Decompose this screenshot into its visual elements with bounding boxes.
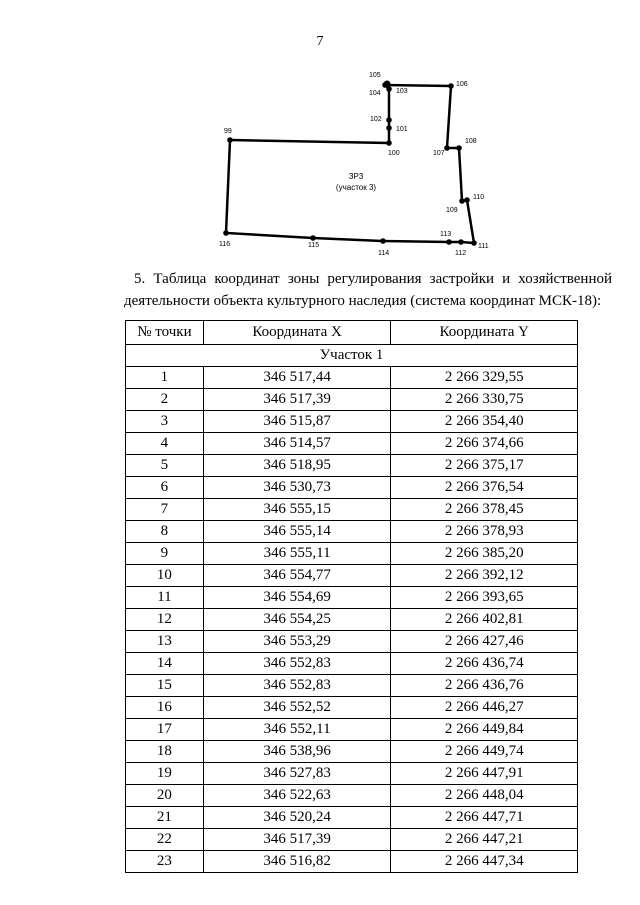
header-coordinate-y: Координата Y xyxy=(391,321,578,345)
coordinate-y-cell: 2 266 446,27 xyxy=(391,697,578,719)
coordinate-y-cell: 2 266 449,84 xyxy=(391,719,578,741)
vertex-113 xyxy=(446,239,452,245)
section-row xyxy=(126,345,578,367)
point-number-cell: 14 xyxy=(126,653,204,675)
vertex-110 xyxy=(464,197,470,203)
table-row xyxy=(126,587,578,609)
vertex-label-112: 112 xyxy=(455,250,467,257)
vertex-label-99: 99 xyxy=(224,128,232,135)
vertex-label-102: 102 xyxy=(370,116,382,123)
vertex-label-104: 104 xyxy=(369,90,381,97)
coordinate-x-cell: 346 514,57 xyxy=(203,433,391,455)
vertex-100 xyxy=(386,140,392,146)
coordinate-y-cell: 2 266 447,34 xyxy=(391,851,578,873)
page-number: 7 xyxy=(316,34,324,49)
coordinate-x-cell: 346 552,83 xyxy=(203,675,391,697)
vertex-label-101: 101 xyxy=(396,126,408,133)
vertex-label-106: 106 xyxy=(456,81,468,88)
coordinate-y-cell: 2 266 354,40 xyxy=(391,411,578,433)
zone-sublabel: (участок 3) xyxy=(335,183,377,192)
header-coordinate-x: Координата X xyxy=(203,321,391,345)
vertex-109 xyxy=(459,198,465,204)
coordinate-x-cell: 346 554,77 xyxy=(203,565,391,587)
vertex-label-100: 100 xyxy=(388,150,400,157)
coordinate-x-cell: 346 554,69 xyxy=(203,587,391,609)
table-row xyxy=(126,719,578,741)
coordinate-x-cell: 346 553,29 xyxy=(203,631,391,653)
table-row xyxy=(126,477,578,499)
vertex-label-108: 108 xyxy=(465,138,477,145)
section-title: Участок 1 xyxy=(126,345,578,367)
vertex-label-115: 115 xyxy=(308,242,320,249)
coordinate-x-cell: 346 552,11 xyxy=(203,719,391,741)
table-row xyxy=(126,697,578,719)
table-row xyxy=(126,389,578,411)
table-caption: 5. Таблица координат зоны регулирования застройки и хозяйственной деятельности объекта культурного наследия (система координат МСК-18): xyxy=(124,271,612,309)
table-row xyxy=(126,741,578,763)
coordinate-y-cell: 2 266 449,74 xyxy=(391,741,578,763)
vertex-label-110: 110 xyxy=(473,194,485,201)
vertex-101 xyxy=(386,125,392,131)
coordinate-x-cell: 346 517,39 xyxy=(203,829,391,851)
table-row xyxy=(126,411,578,433)
point-number-cell: 11 xyxy=(126,587,204,609)
table-row xyxy=(126,653,578,675)
point-number-cell: 7 xyxy=(126,499,204,521)
coordinate-x-cell: 346 520,24 xyxy=(203,807,391,829)
point-number-cell: 16 xyxy=(126,697,204,719)
coordinate-x-cell: 346 517,44 xyxy=(203,367,391,389)
point-number-cell: 12 xyxy=(126,609,204,631)
point-number-cell: 18 xyxy=(126,741,204,763)
coordinate-y-cell: 2 266 376,54 xyxy=(391,477,578,499)
coordinate-x-cell: 346 516,82 xyxy=(203,851,391,873)
coordinate-x-cell: 346 555,14 xyxy=(203,521,391,543)
table-row xyxy=(126,609,578,631)
vertex-111 xyxy=(471,240,477,246)
coordinate-y-cell: 2 266 436,76 xyxy=(391,675,578,697)
coordinate-y-cell: 2 266 447,91 xyxy=(391,763,578,785)
point-number-cell: 22 xyxy=(126,829,204,851)
vertex-labels xyxy=(219,72,489,257)
point-number-cell: 13 xyxy=(126,631,204,653)
zone-boundary-line xyxy=(226,85,474,243)
coordinate-y-cell: 2 266 393,65 xyxy=(391,587,578,609)
vertex-label-109: 109 xyxy=(446,207,458,214)
table-row xyxy=(126,521,578,543)
table-row xyxy=(126,367,578,389)
point-number-cell: 9 xyxy=(126,543,204,565)
zone-boundary-diagram xyxy=(0,60,640,260)
coordinate-x-cell: 346 555,11 xyxy=(203,543,391,565)
coordinate-x-cell: 346 527,83 xyxy=(203,763,391,785)
table-row xyxy=(126,455,578,477)
coordinate-y-cell: 2 266 447,71 xyxy=(391,807,578,829)
vertex-label-107: 107 xyxy=(433,150,445,157)
table-header-row xyxy=(126,321,578,345)
point-number-cell: 17 xyxy=(126,719,204,741)
coordinate-y-cell: 2 266 378,93 xyxy=(391,521,578,543)
coordinate-y-cell: 2 266 378,45 xyxy=(391,499,578,521)
point-number-cell: 5 xyxy=(126,455,204,477)
vertex-label-111: 111 xyxy=(478,243,489,250)
coordinate-y-cell: 2 266 385,20 xyxy=(391,543,578,565)
vertex-112 xyxy=(458,239,464,245)
point-number-cell: 2 xyxy=(126,389,204,411)
vertex-label-105: 105 xyxy=(369,72,381,79)
point-number-cell: 20 xyxy=(126,785,204,807)
point-number-cell: 21 xyxy=(126,807,204,829)
point-number-cell: 8 xyxy=(126,521,204,543)
vertex-label-116: 116 xyxy=(219,241,231,248)
table-row xyxy=(126,851,578,873)
point-number-cell: 10 xyxy=(126,565,204,587)
point-number-cell: 6 xyxy=(126,477,204,499)
table-row xyxy=(126,763,578,785)
coordinate-y-cell: 2 266 329,55 xyxy=(391,367,578,389)
coordinate-x-cell: 346 517,39 xyxy=(203,389,391,411)
vertex-99 xyxy=(227,137,233,143)
coordinate-x-cell: 346 518,95 xyxy=(203,455,391,477)
coordinate-x-cell: 346 522,63 xyxy=(203,785,391,807)
vertex-label-114: 114 xyxy=(378,250,390,257)
table-row xyxy=(126,675,578,697)
point-number-cell: 23 xyxy=(126,851,204,873)
coordinates-table xyxy=(125,320,578,873)
zone-vertices xyxy=(223,81,477,246)
coordinate-y-cell: 2 266 392,12 xyxy=(391,565,578,587)
table-row xyxy=(126,785,578,807)
table-row xyxy=(126,433,578,455)
coordinate-y-cell: 2 266 448,04 xyxy=(391,785,578,807)
coordinate-y-cell: 2 266 375,17 xyxy=(391,455,578,477)
vertex-116 xyxy=(223,230,229,236)
vertex-107 xyxy=(444,145,450,151)
zone-label: ЗР3 xyxy=(348,172,364,181)
header-point-number: № точки xyxy=(126,321,204,345)
coordinate-x-cell: 346 530,73 xyxy=(203,477,391,499)
table-row xyxy=(126,829,578,851)
point-number-cell: 3 xyxy=(126,411,204,433)
coordinate-y-cell: 2 266 330,75 xyxy=(391,389,578,411)
coordinate-x-cell: 346 554,25 xyxy=(203,609,391,631)
point-number-cell: 4 xyxy=(126,433,204,455)
table-row xyxy=(126,807,578,829)
coordinate-x-cell: 346 538,96 xyxy=(203,741,391,763)
vertex-102 xyxy=(386,117,392,123)
coordinate-y-cell: 2 266 447,21 xyxy=(391,829,578,851)
vertex-105 xyxy=(384,81,391,88)
table-row xyxy=(126,499,578,521)
vertex-114 xyxy=(380,238,386,244)
coordinate-x-cell: 346 552,83 xyxy=(203,653,391,675)
coordinate-y-cell: 2 266 436,74 xyxy=(391,653,578,675)
point-number-cell: 15 xyxy=(126,675,204,697)
table-row xyxy=(126,565,578,587)
vertex-106 xyxy=(448,83,454,89)
coordinate-y-cell: 2 266 427,46 xyxy=(391,631,578,653)
coordinate-x-cell: 346 515,87 xyxy=(203,411,391,433)
table-row xyxy=(126,631,578,653)
coordinate-y-cell: 2 266 374,66 xyxy=(391,433,578,455)
point-number-cell: 19 xyxy=(126,763,204,785)
table-row xyxy=(126,543,578,565)
vertex-label-113: 113 xyxy=(440,231,452,238)
coordinate-x-cell: 346 552,52 xyxy=(203,697,391,719)
vertex-115 xyxy=(310,235,316,241)
coordinate-x-cell: 346 555,15 xyxy=(203,499,391,521)
point-number-cell: 1 xyxy=(126,367,204,389)
vertex-label-103: 103 xyxy=(396,88,408,95)
vertex-108 xyxy=(456,145,462,151)
coordinate-y-cell: 2 266 402,81 xyxy=(391,609,578,631)
